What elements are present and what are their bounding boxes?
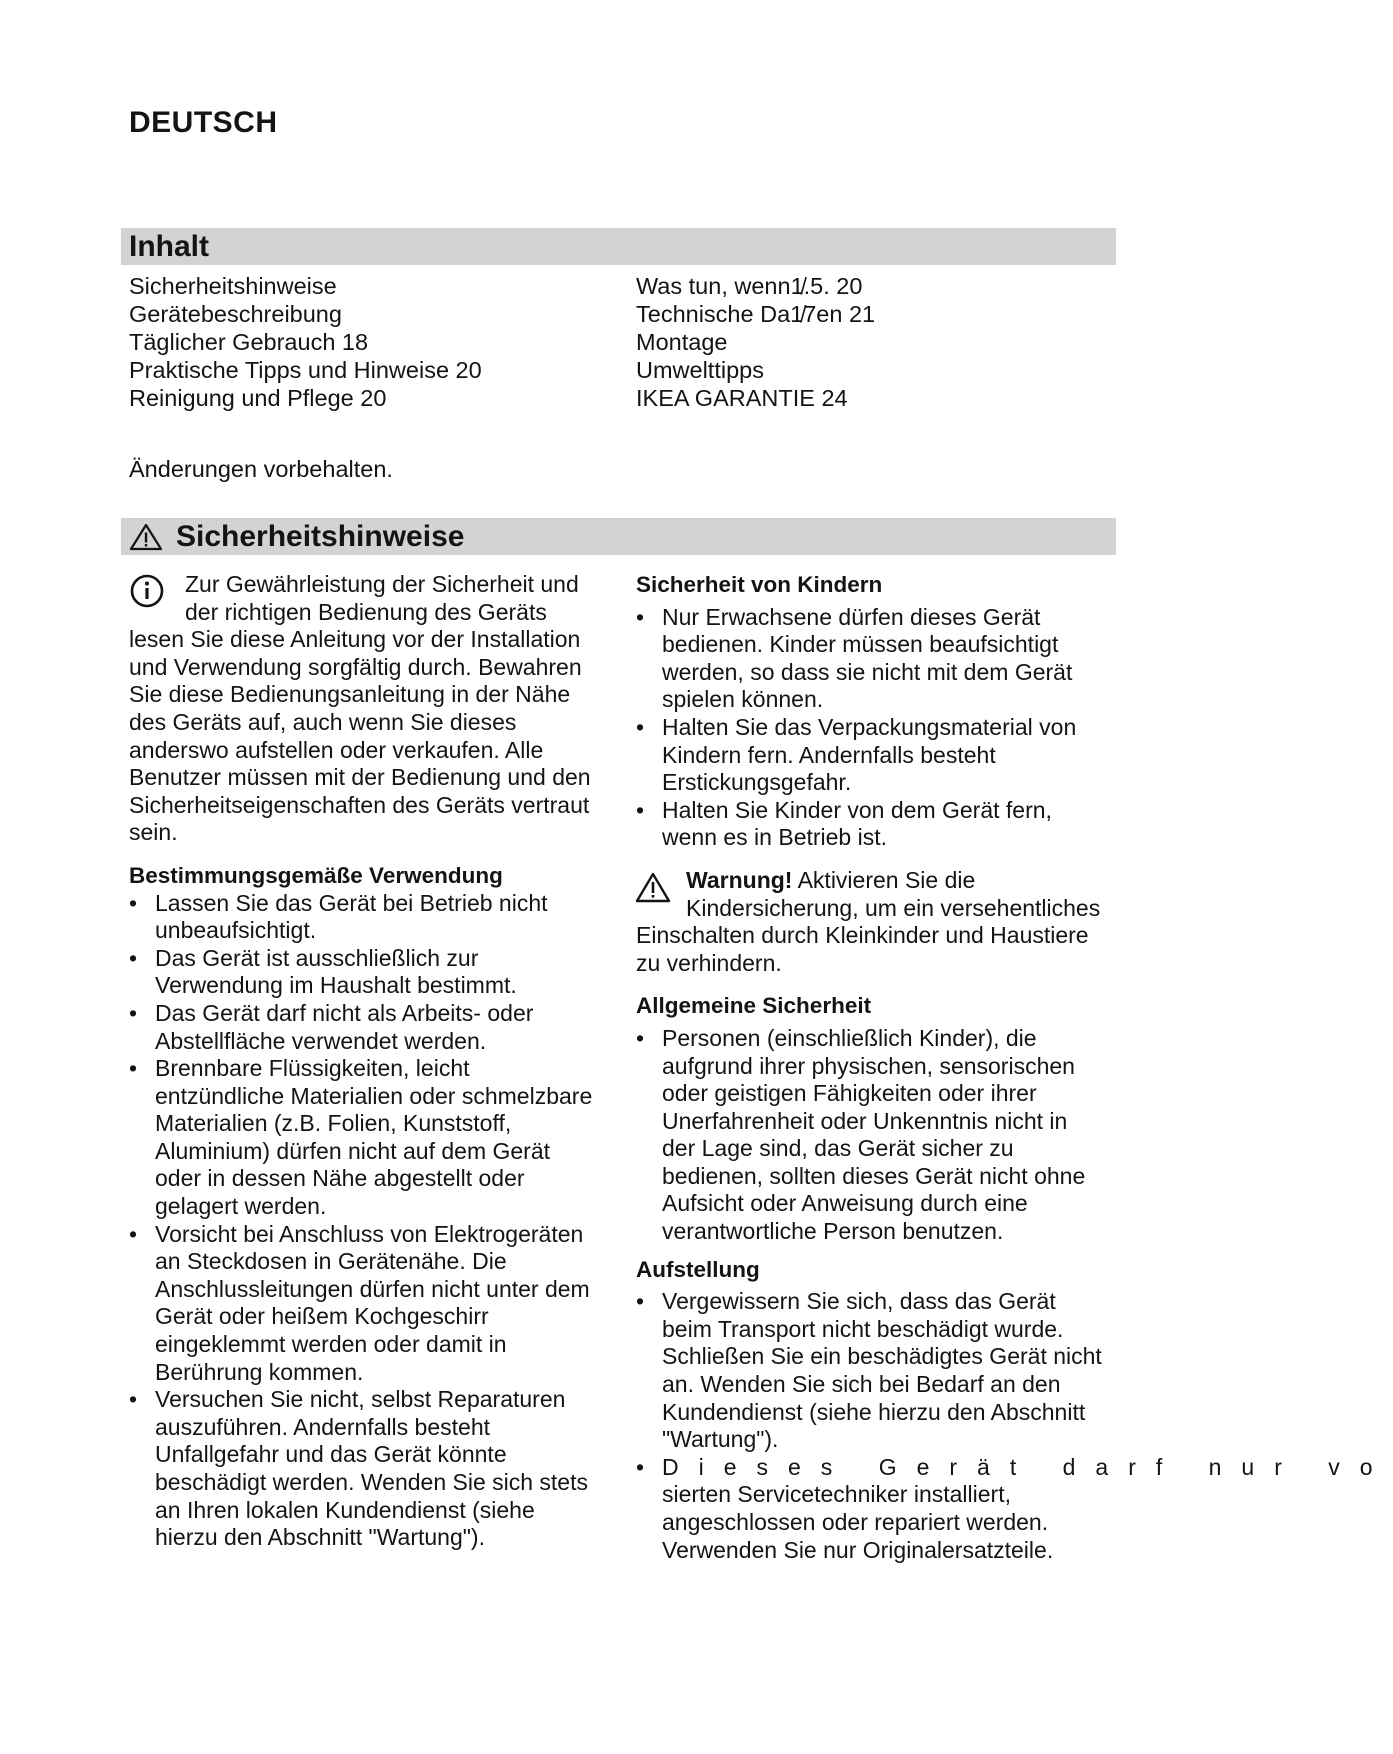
installation-list bbox=[636, 1288, 1393, 1564]
list-item: • Vergewissern Sie sich, dass das Gerät beim Transport nicht beschädigt wurde. Schließen Sie ein beschädigtes Gerät nicht an. Wenden Sie sich bei Bedarf an den Kundendienst (siehe hierzu den Abschnitt "Wartung"). bbox=[636, 1288, 1106, 1454]
children-heading: Sicherheit von Kindern bbox=[636, 572, 883, 597]
toc-item[interactable]: Montage bbox=[636, 329, 728, 355]
safety-title: Sicherheitshinweise bbox=[176, 520, 465, 553]
language-heading: DEUTSCH bbox=[129, 106, 278, 139]
list-item: • Das Gerät darf nicht als Arbeits- oder Abstellfläche verwendet werden. bbox=[129, 1000, 599, 1055]
list-item: • Personen (einschließlich Kinder), die aufgrund ihrer physischen, sensorischen oder geistigen Fähigkeiten oder ihrer Unerfahrenheit oder Unkenntnis nicht in der Lage sind, das Gerät sicher zu bedienen, sollten dieses Gerät nicht ohne Aufsicht oder Anweisung durch eine verantwortliche Person benutzen. bbox=[636, 1025, 1106, 1246]
info-icon bbox=[129, 571, 185, 611]
warning-paragraph bbox=[636, 867, 1106, 977]
list-item: • Lassen Sie das Gerät bei Betrieb nicht unbeaufsichtigt. bbox=[129, 890, 599, 945]
list-item: • Brennbare Flüssigkeiten, leicht entzündliche Materialien oder schmelzbare Materialien (z.B. Folien, Kunststoff, Aluminium) dürfen nicht auf dem Gerät oder in dessen Nähe abgestellt oder gelagert werden. bbox=[129, 1055, 599, 1221]
usage-list bbox=[129, 890, 599, 1552]
toc-item[interactable]: Sicherheitshinweise bbox=[129, 273, 337, 299]
usage-heading: Bestimmungsgemäße Verwendung bbox=[129, 862, 503, 888]
installation-heading: Aufstellung bbox=[636, 1256, 760, 1282]
toc-item[interactable]: IKEA GARANTIE 24 bbox=[636, 385, 848, 411]
right-column bbox=[636, 571, 1393, 1564]
toc-item[interactable]: Gerätebeschreibung bbox=[129, 301, 342, 327]
toc-item[interactable]: Reinigung und Pflege 20 bbox=[129, 385, 387, 411]
list-item: • Das Gerät ist ausschließlich zur Verwendung im Haushalt bestimmt. bbox=[129, 945, 599, 1000]
toc-note: Änderungen vorbehalten. bbox=[129, 456, 393, 482]
warning-triangle-icon bbox=[636, 867, 686, 907]
general-list bbox=[636, 1025, 1106, 1246]
intro-paragraph bbox=[129, 571, 599, 847]
list-item: • Halten Sie Kinder von dem Gerät fern, wenn es in Betrieb ist. bbox=[636, 797, 1106, 852]
warning-label: Warnung! bbox=[686, 866, 793, 893]
list-item-text: sierten Servicetechniker installiert, angeschlossen oder repariert werden. Verwenden Sie nur Originalersatzteile. bbox=[662, 1481, 1054, 1563]
toc-item[interactable]: Was tun, wenn1̸.5. 20 bbox=[636, 273, 863, 299]
children-list bbox=[636, 604, 1106, 852]
toc-item[interactable]: Praktische Tipps und Hinweise 20 bbox=[129, 357, 482, 383]
toc-right-column bbox=[636, 272, 875, 412]
warning-triangle-icon bbox=[129, 522, 163, 552]
toc-header-band bbox=[121, 228, 1116, 265]
warning-text: Aktivieren Sie die Kindersicherung, um ein versehentliches Einschalten durch Kleinkinder und Haustiere zu verhindern. bbox=[636, 866, 1101, 976]
list-item: • Halten Sie das Verpackungsmaterial von Kindern fern. Andernfalls besteht Erstickungsgefahr. bbox=[636, 714, 1106, 797]
left-column bbox=[129, 571, 599, 1552]
list-item: • Versuchen Sie nicht, selbst Reparaturen auszuführen. Andernfalls besteht Unfallgefahr und das Gerät könnte beschädigt werden. Wenden Sie sich stets an Ihren lokalen Kundendienst (siehe hierzu den Abschnitt "Wartung"). bbox=[129, 1386, 599, 1552]
toc-left-column bbox=[129, 272, 482, 412]
toc-item[interactable]: Technische Da1̸7en 21 bbox=[636, 301, 876, 327]
general-heading: Allgemeine Sicherheit bbox=[636, 993, 872, 1019]
list-item: • Vorsicht bei Anschluss von Elektrogeräten an Steckdosen in Gerätenähe. Die Anschlussleitungen dürfen nicht unter dem Gerät oder heißem Kochgeschirr eingeklemmt werden oder damit in Berührung kommen. bbox=[129, 1221, 599, 1387]
toc-item[interactable]: Täglicher Gebrauch 18 bbox=[129, 329, 369, 355]
intro-text: Zur Gewährleistung der Sicherheit und der richtigen Bedienung des Geräts lesen Sie diese Anleitung vor der Installation und Verwendung sorgfältig durch. Bewahren Sie diese Bedienungsanleitung in der Nähe des Geräts auf, auch wenn Sie dieses anderswo aufstellen oder verkaufen. Alle Benutzer müssen mit der Bedienung und den Sicherheitseigenschaften des Geräts vertraut sein. bbox=[129, 571, 591, 846]
toc-title: Inhalt bbox=[129, 230, 209, 263]
toc-item[interactable]: Umwelttipps bbox=[636, 357, 764, 383]
list-item: • Nur Erwachsene dürfen dieses Gerät bedienen. Kinder müssen beaufsichtigt werden, so dass sie nicht mit dem Gerät spielen können. bbox=[636, 604, 1106, 714]
spread-text-line: • Dieses Gerät darf nur vo bbox=[662, 1453, 1393, 1480]
list-item bbox=[636, 1453, 1393, 1564]
